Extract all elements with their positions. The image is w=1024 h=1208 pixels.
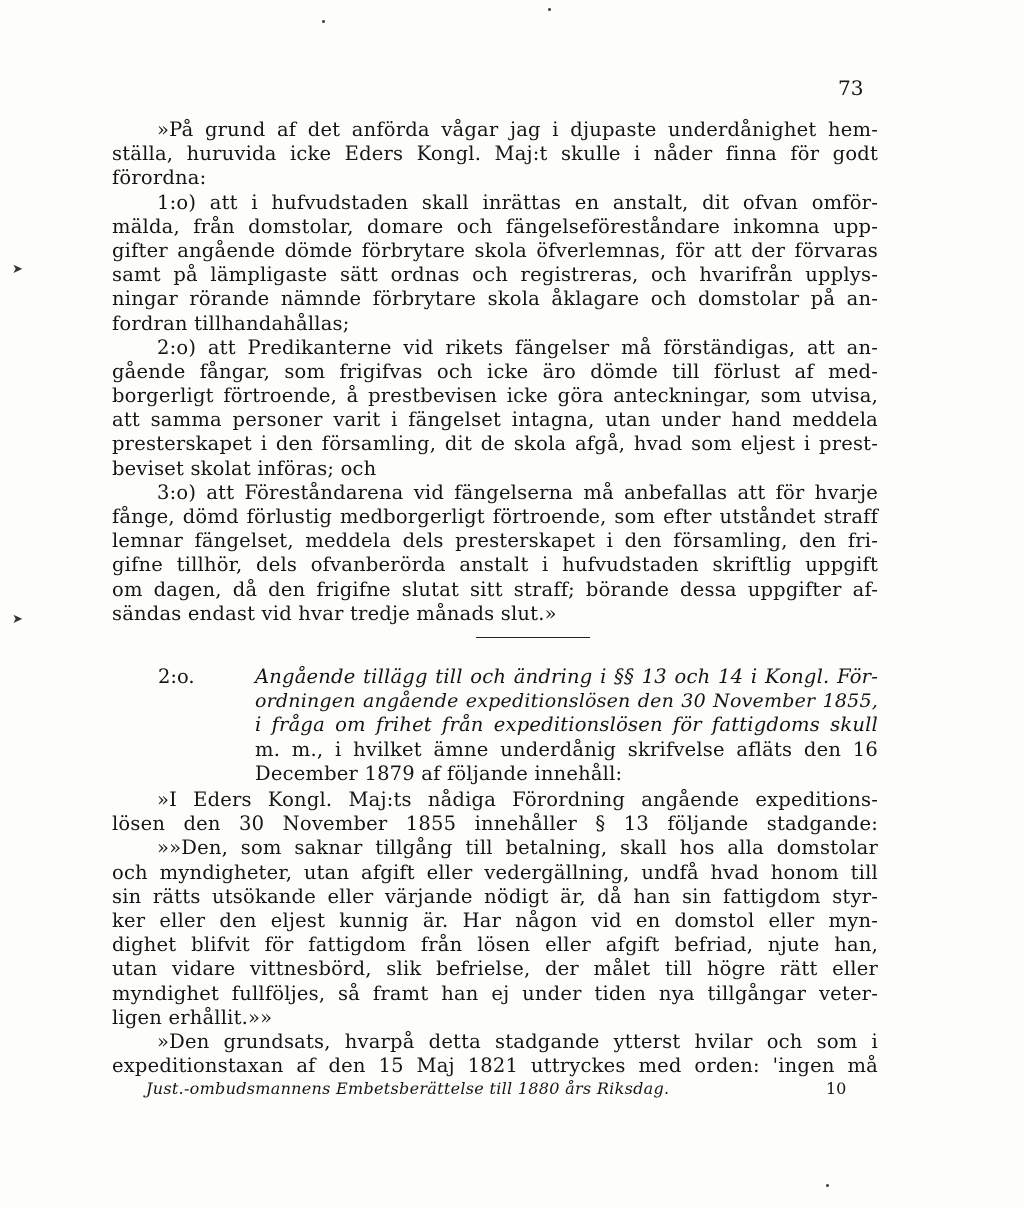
- speck: [322, 20, 325, 23]
- text-line: ningar rörande nämnde förbrytare skola åklagare och domstolar på an-: [112, 287, 878, 311]
- text-line: »På grund af det anförda vågar jag i djupaste underdånighet hem-: [157, 118, 878, 141]
- text-line: gifter angående dömde förbrytare skola öfverlemnas, för att der förvaras: [112, 238, 878, 262]
- running-footer: Just.-ombudsmannens Embetsberättelse till 1880 års Riksdag.: [146, 1079, 670, 1098]
- section-divider: [476, 637, 590, 638]
- text-line: förordna:: [112, 166, 207, 190]
- text-line: lösen den 30 November 1855 innehåller § 13 följande stadgande:: [112, 812, 878, 836]
- text-line: presterskapet i den församling, dit de skola afgå, hvad som eljest i prest-: [112, 432, 878, 456]
- section-heading: [112, 665, 878, 786]
- text-line: gående fångar, som frigifvas och icke äro dömde till förlust af med-: [112, 359, 878, 383]
- text-line: om dagen, då den frigifne slutat sitt straff; börande dessa uppgifter af-: [112, 577, 878, 601]
- margin-arrow-mark: ➤: [12, 262, 23, 277]
- text-line: 3:o) att Föreståndarena vid fängelserna må anbefallas att för hvarje: [157, 480, 878, 504]
- section-number: 2:o.: [158, 665, 195, 688]
- text-line: 1:o) att i hufvudstaden skall inrättas en anstalt, dit ofvan omför-: [157, 190, 878, 214]
- margin-arrow-mark: ➤: [12, 612, 23, 627]
- text-line: myndighet fullföljes, så framt han ej under tiden nya tillgångar veter-: [112, 981, 878, 1005]
- text-line: dighet blifvit för fattigdom från lösen eller afgift befriad, njute han,: [112, 933, 878, 957]
- text-line: gifne tillhör, dels ofvanberörda anstalt i hufvudstaden skriftlig uppgift: [112, 553, 878, 577]
- text-line: borgerligt förtroende, å prestbevisen icke göra anteckningar, som utvisa,: [112, 384, 878, 408]
- text-line: beviset skolat införas; och: [112, 456, 377, 480]
- paragraph-block-1: [112, 118, 878, 626]
- text-line: ligen erhållit.»»: [112, 1005, 273, 1029]
- heading-line: [112, 665, 878, 689]
- heading-line: [112, 689, 878, 713]
- speck: [548, 8, 551, 11]
- text-line: 2:o) att Predikanterne vid rikets fängelser må förständigas, att an-: [157, 335, 878, 359]
- heading-line: [112, 713, 878, 737]
- text-line: »I Eders Kongl. Maj:ts nådiga Förordning angående expeditions-: [157, 788, 878, 811]
- text-line: sin rätts utsökande eller värjande nödigt är, då han sin fattigdom styr-: [112, 884, 878, 908]
- text-line: expeditionstaxan af den 15 Maj 1821 uttryckes med orden: 'ingen må: [112, 1054, 878, 1078]
- text-line: och myndigheter, utan afgift eller vedergällning, undfå hvad honom till: [112, 860, 878, 884]
- text-line: ställa, huruvida icke Eders Kongl. Maj:t skulle i nåder finna för godt: [112, 142, 878, 166]
- speck: [826, 1184, 829, 1187]
- text-line: »Den grundsats, hvarpå detta stadgande ytterst hvilar och som i: [157, 1029, 878, 1053]
- text-line: fånge, dömd förlustig medborgerligt förtroende, som efter utståndet straff: [112, 505, 878, 528]
- sheet-number: 10: [826, 1079, 847, 1098]
- page-number: 73: [838, 76, 864, 100]
- heading-text: i fråga om frihet från expeditionslösen för fattigdoms skull: [255, 713, 878, 737]
- text-line: utan vidare vittnesbörd, slik befrielse, der målet till högre rätt eller: [112, 957, 878, 981]
- text-line: »»Den, som saknar tillgång till betalning, skall hos alla domstolar: [157, 836, 878, 860]
- paragraph-block-2: [112, 788, 878, 1078]
- heading-line: m. m., i hvilket ämne underdånig skrifvelse afläts den 16: [255, 737, 878, 761]
- text-line: samt på lämpligaste sätt ordnas och registreras, och hvarifrån upplys-: [112, 263, 878, 287]
- text-line: lemnar fängelset, meddela dels presterskapet i den församling, den fri-: [112, 529, 878, 553]
- text-line: att samma personer varit i fängelset intagna, utan under hand meddela: [112, 408, 878, 432]
- text-line: sändas endast vid hvar tredje månads slut.»: [112, 601, 557, 625]
- text-line: fordran tillhandahållas;: [112, 311, 350, 335]
- heading-line: December 1879 af följande innehåll:: [255, 761, 623, 785]
- text-line: mälda, från domstolar, domare och fängelseföreståndare inkomna upp-: [112, 214, 878, 238]
- heading-text: ordningen angående expeditionslösen den 30 November 1855,: [255, 690, 878, 713]
- heading-text: Angående tillägg till och ändring i §§ 13 och 14 i Kongl. För-: [255, 665, 878, 688]
- text-line: ker eller den eljest kunnig är. Har någon vid en domstol eller myn-: [112, 908, 878, 932]
